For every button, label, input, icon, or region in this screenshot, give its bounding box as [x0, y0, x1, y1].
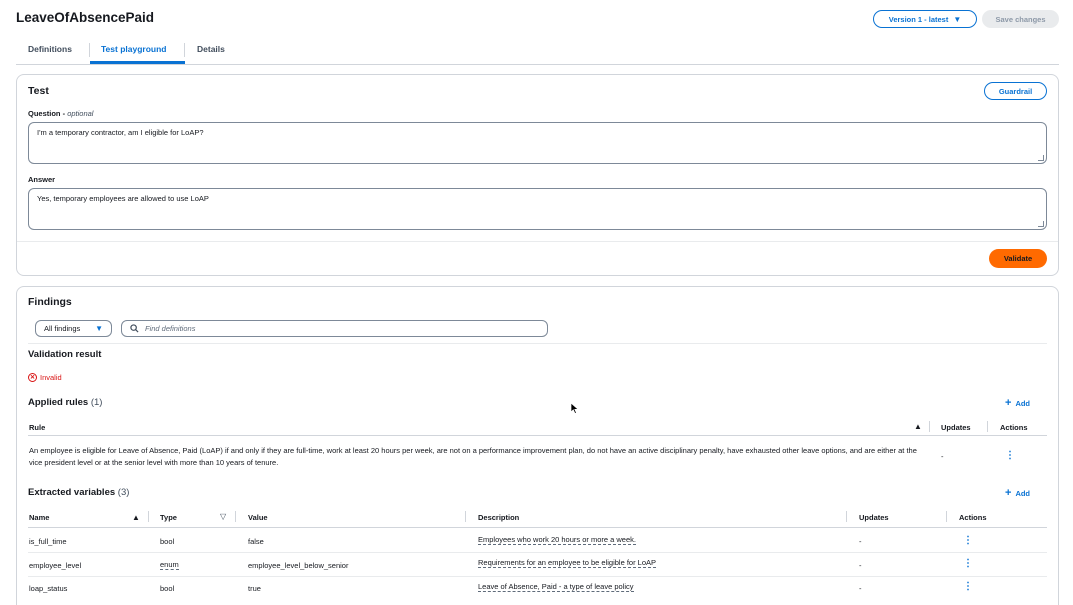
extracted-variables-count: (3) — [117, 487, 130, 498]
description-column-header: Description — [478, 513, 520, 522]
row-divider — [28, 552, 1047, 553]
add-rule-label: Add — [1015, 398, 1031, 408]
table-row — [29, 445, 919, 469]
tabs-divider — [16, 64, 1059, 65]
variable-value: true — [248, 584, 261, 593]
row-divider — [28, 576, 1047, 577]
test-panel-divider — [17, 241, 1058, 242]
answer-value: Yes, temporary employees are allowed to use LoAP — [37, 194, 209, 203]
filter-value: All findings — [44, 324, 81, 333]
tab-definitions[interactable]: Definitions — [28, 44, 72, 54]
kebab-menu-icon[interactable]: ⋮ — [963, 581, 973, 592]
sort-ascending-icon[interactable]: ▲ — [132, 513, 140, 522]
guardrail-button[interactable]: Guardrail — [984, 82, 1047, 100]
table-header-divider — [28, 527, 1047, 528]
variable-description[interactable]: Employees who work 20 hours or more a week. — [478, 535, 636, 544]
extracted-variables-title: Extracted variables — [28, 487, 116, 498]
add-rule-button[interactable] — [1005, 397, 1030, 409]
caret-down-icon: ▼ — [953, 14, 962, 24]
question-textarea[interactable] — [28, 122, 1047, 164]
actions-column-header: Actions — [1000, 423, 1028, 432]
findings-filter-select[interactable] — [35, 320, 112, 337]
variable-updates: - — [859, 561, 862, 570]
tab-test-playground[interactable]: Test playground — [101, 44, 167, 54]
answer-label: Answer — [28, 175, 56, 184]
version-dropdown[interactable] — [873, 10, 977, 28]
variable-value: employee_level_below_senior — [248, 561, 349, 570]
variable-updates: - — [859, 584, 862, 593]
kebab-menu-icon[interactable]: ⋮ — [1005, 450, 1015, 461]
column-separator — [929, 421, 930, 432]
tab-separator — [89, 43, 90, 57]
updates-column-header: Updates — [941, 423, 971, 432]
validation-result-heading: Validation result — [28, 349, 102, 360]
caret-down-icon: ▼ — [95, 324, 103, 333]
actions-column-header: Actions — [959, 513, 987, 522]
resize-handle[interactable] — [1038, 155, 1044, 161]
tab-separator — [184, 43, 185, 57]
applied-rules-heading — [28, 397, 102, 408]
question-value: I'm a temporary contractor, am I eligible for LoAP? — [37, 128, 204, 137]
answer-textarea[interactable] — [28, 188, 1047, 230]
table-header-divider — [28, 435, 1047, 436]
question-label: Question - optional — [28, 109, 94, 118]
variable-type: bool — [160, 537, 175, 546]
test-heading: Test — [28, 85, 49, 97]
add-variable-label: Add — [1015, 488, 1031, 498]
save-changes-button[interactable]: Save changes — [982, 10, 1059, 28]
add-variable-button[interactable] — [1005, 487, 1030, 499]
applied-rules-count: (1) — [90, 397, 103, 408]
column-separator — [148, 511, 149, 522]
question-label-text: Question — [28, 109, 61, 118]
column-separator — [235, 511, 236, 522]
plus-icon: + — [1005, 487, 1012, 499]
rule-column-header[interactable]: Rule — [29, 423, 46, 432]
variable-name: employee_level — [29, 561, 82, 570]
variable-description[interactable]: Leave of Absence, Paid - a type of leave policy — [478, 582, 634, 591]
column-separator — [987, 421, 988, 432]
page-title: LeaveOfAbsencePaid — [16, 10, 155, 25]
sort-icon[interactable]: ▽ — [220, 512, 227, 521]
column-separator — [946, 511, 947, 522]
rule-updates: - — [941, 452, 944, 461]
value-column-header: Value — [248, 513, 268, 522]
updates-column-header: Updates — [859, 513, 889, 522]
findings-divider — [28, 343, 1047, 344]
type-column-header[interactable]: Type — [160, 513, 177, 522]
test-panel — [16, 74, 1059, 276]
error-circle-icon: ✕ — [29, 374, 36, 381]
variable-type: bool — [160, 584, 175, 593]
extracted-variables-heading — [28, 487, 129, 498]
column-separator — [846, 511, 847, 522]
applied-rules-title: Applied rules — [28, 397, 89, 408]
search-placeholder: Find definitions — [145, 324, 196, 333]
findings-heading: Findings — [28, 296, 72, 308]
variable-type[interactable]: enum — [160, 560, 179, 569]
validate-button[interactable]: Validate — [989, 249, 1047, 268]
variable-name: loap_status — [29, 584, 68, 593]
kebab-menu-icon[interactable]: ⋮ — [963, 535, 973, 546]
variable-name: is_full_time — [29, 537, 67, 546]
search-icon — [130, 324, 139, 333]
search-input[interactable] — [121, 320, 548, 337]
sort-ascending-icon[interactable]: ▲ — [914, 422, 922, 431]
variable-value: false — [248, 537, 264, 546]
column-separator — [465, 511, 466, 522]
mouse-cursor-icon — [571, 403, 579, 414]
tab-details[interactable]: Details — [197, 44, 225, 54]
version-label: Version 1 - latest — [888, 14, 949, 24]
optional-text: optional — [67, 109, 94, 118]
kebab-menu-icon[interactable]: ⋮ — [963, 558, 973, 569]
rule-text: An employee is eligible for Leave of Absence, Paid (LoAP) if and only if they are full-time, work at least 20 hours per week, are not on a performance improvement plan, do not have an active disciplinary penalty, have exhausted other leave options, and are either at the vice president level or at the senior level with more than 10 years of tenure. — [29, 446, 917, 467]
name-column-header[interactable]: Name — [29, 513, 50, 522]
variable-updates: - — [859, 537, 862, 546]
plus-icon: + — [1005, 397, 1012, 409]
status-badge — [28, 373, 62, 382]
status-text: Invalid — [40, 373, 62, 382]
variable-description[interactable]: Requirements for an employee to be eligible for LoAP — [478, 558, 657, 567]
resize-handle[interactable] — [1038, 221, 1044, 227]
